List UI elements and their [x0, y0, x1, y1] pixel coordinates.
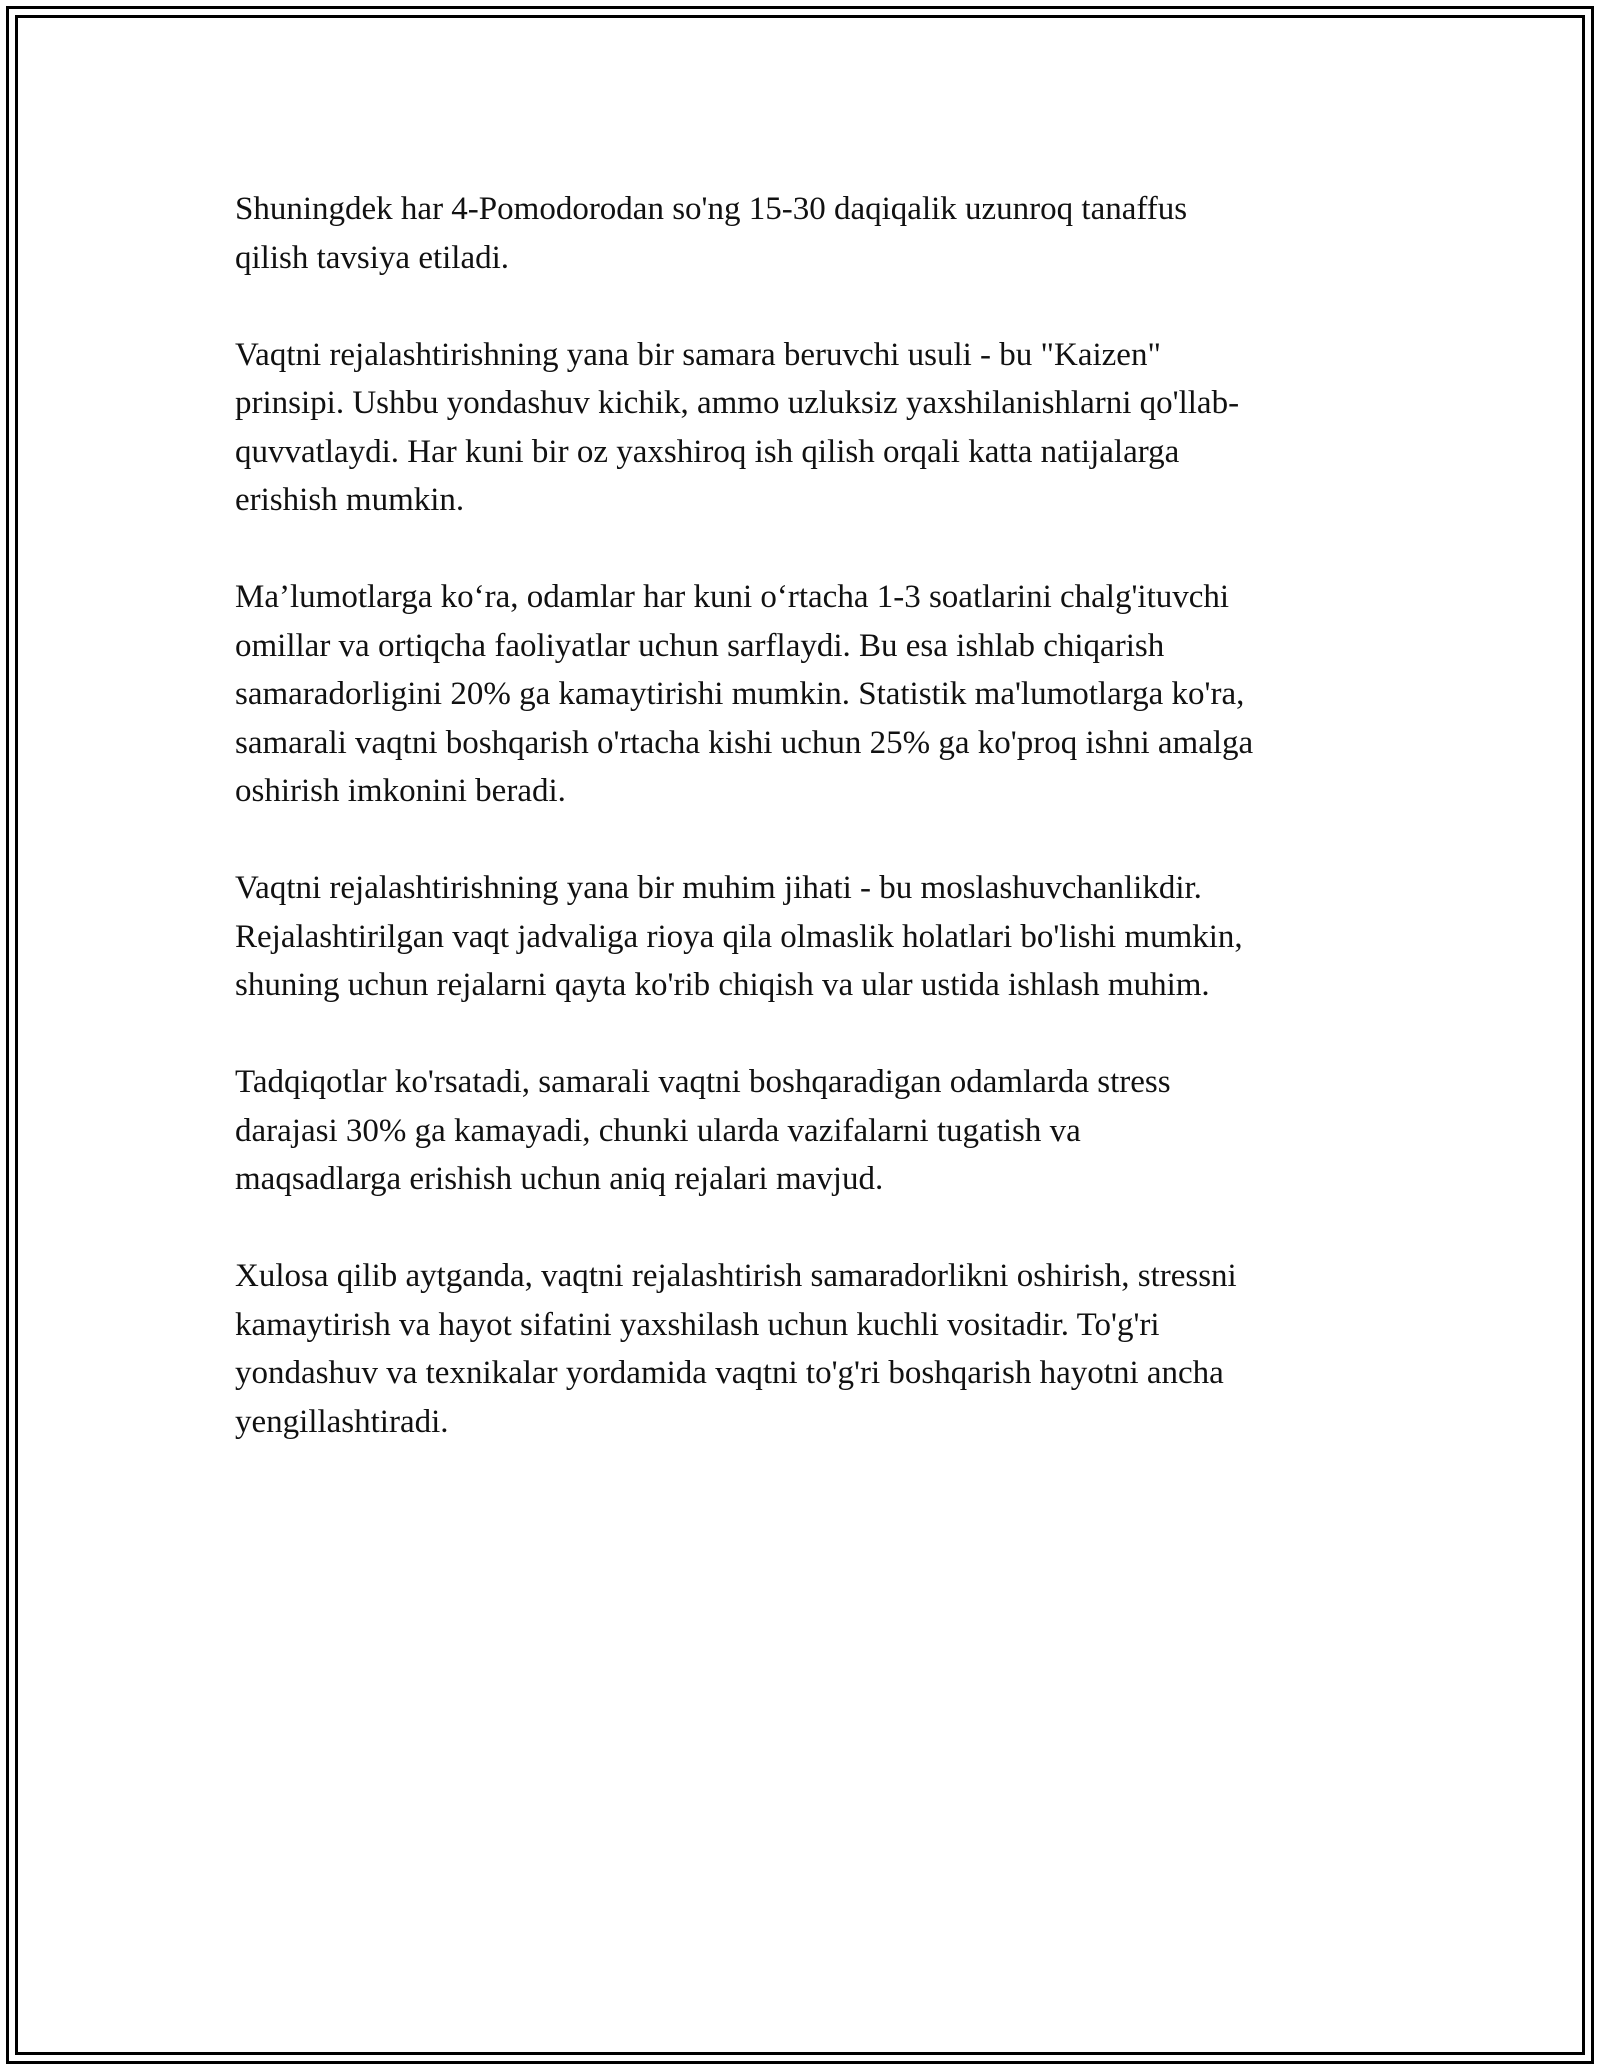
page-content — [235, 185, 1385, 1495]
paragraph-pomodoro-break: Shuningdek har 4-Pomodorodan so'ng 15-30 daqiqalik uzunroq tanaffus qilish tavsiya etiladi. — [235, 191, 1188, 276]
paragraph-flexibility: Vaqtni rejalashtirishning yana bir muhim jihati - bu moslashuvchanlikdir. Rejalashtirilgan vaqt jadvaliga rioya qila olmaslik holatlari bo'lishi mumkin, shuning uchun rejalarni qayta ko'rib chiqish va ular ustida ishlash muhim. — [235, 870, 1243, 1003]
paragraph-kaizen: Vaqtni rejalashtirishning yana bir samara beruvchi usuli - bu "Kaizen" prinsipi. Ushbu yondashuv kichik, ammo uzluksiz yaxshilanishlarni qo'llab- quvvatlaydi. Har kuni bir oz yaxshiroq ish qilish orqali katta natijalarga erishish mumkin. — [235, 336, 1240, 518]
paragraph-stress-research: Tadqiqotlar ko'rsatadi, samarali vaqtni boshqaradigan odamlarda stress darajasi 30% ga kamayadi, chunki ularda vazifalarni tugatish va maqsadlarga erishish uchun aniq rejalari mavjud. — [235, 1064, 1171, 1197]
paragraph-conclusion: Xulosa qilib aytganda, vaqtni rejalashtirish samaradorlikni oshirish, stressni kamaytirish va hayot sifatini yaxshilash uchun kuchli vositadir. To'g'ri yondashuv va texnikalar yordamida vaqtni to'g'ri boshqarish hayotni ancha yengillashtiradi. — [235, 1258, 1237, 1440]
paragraph-statistics: Ma’lumotlarga ko‘ra, odamlar har kuni o‘rtacha 1-3 soatlarini chalg'ituvchi omillar va ortiqcha faoliyatlar uchun sarflaydi. Bu esa ishlab chiqarish samaradorligini 20% ga kamaytirishi mumkin. Statistik ma'lumotlarga ko'ra, samarali vaqtni boshqarish o'rtacha kishi uchun 25% ga ko'proq ishni amalga oshirish imkonini beradi. — [235, 579, 1254, 809]
